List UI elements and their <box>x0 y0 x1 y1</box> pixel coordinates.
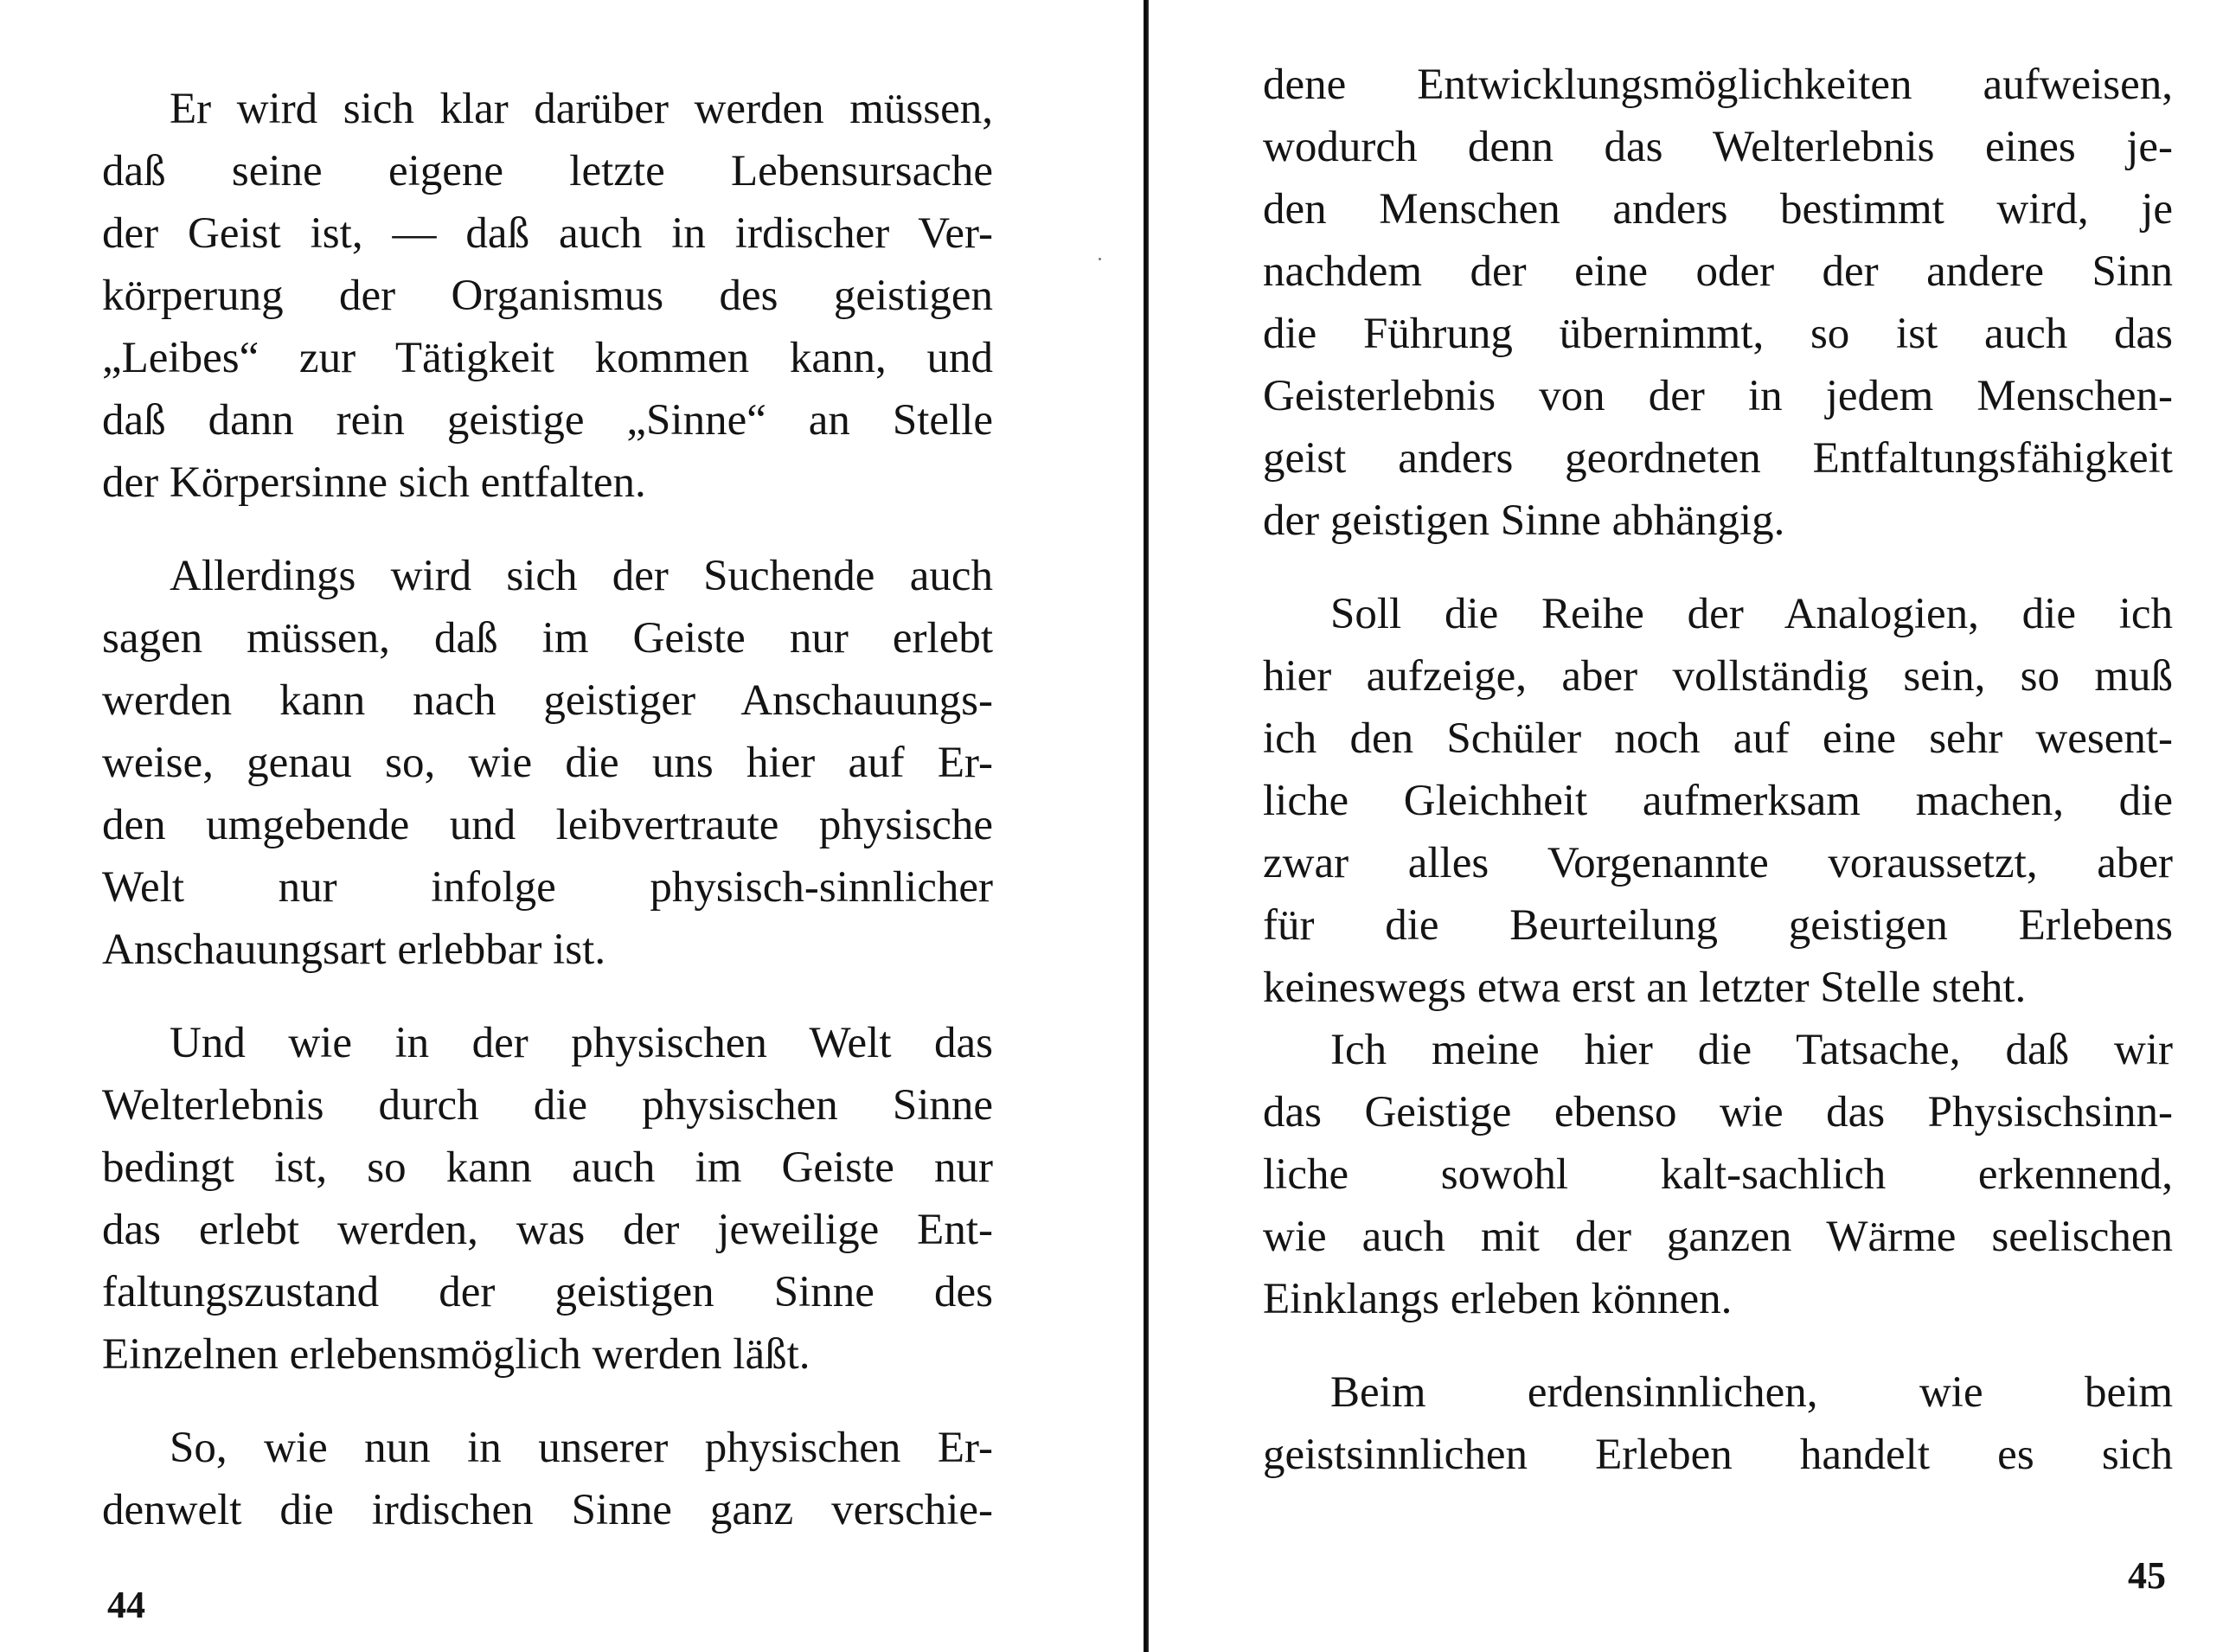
text-line: ich den Schüler noch auf eine sehr wesent- <box>1263 714 2173 763</box>
text-line: hier aufzeige, aber vollständig sein, so muß <box>1263 652 2173 701</box>
text-line: bedingt ist, so kann auch im Geiste nur <box>102 1143 993 1192</box>
text-line: zwar alles Vorgenannte voraussetzt, aber <box>1263 839 2173 887</box>
text-line: Einklangs erleben können. <box>1263 1275 1733 1323</box>
text-line: geist anders geordneten Entfaltungsfähigkeit <box>1263 434 2173 483</box>
text-line: Welt nur infolge physisch-sinnlicher <box>102 863 993 912</box>
text-line: den umgebende und leibvertraute physische <box>102 801 993 849</box>
text-line: das Geistige ebenso wie das Physischsinn- <box>1263 1088 2173 1137</box>
paragraph <box>1263 583 2173 1019</box>
text-line: das erlebt werden, was der jeweilige Ent- <box>102 1206 993 1254</box>
right-page-text <box>1263 54 2173 1486</box>
text-line: So, wie nun in unserer physischen Er- <box>170 1424 993 1472</box>
text-line: weise, genau so, wie die uns hier auf Er- <box>102 739 993 787</box>
text-line: liche Gleichheit aufmerksam machen, die <box>1263 777 2173 825</box>
text-line: den Menschen anders bestimmt wird, je <box>1263 185 2173 234</box>
text-line: der geistigen Sinne abhängig. <box>1263 496 1785 545</box>
paragraph-gap <box>102 981 993 1012</box>
text-line: denwelt die irdischen Sinne ganz verschie- <box>102 1486 993 1534</box>
text-line: dene Entwicklungsmöglichkeiten aufweisen, <box>1263 61 2173 109</box>
paragraph-gap <box>102 1386 993 1417</box>
text-line: Allerdings wird sich der Suchende auch <box>170 552 993 600</box>
text-line: daß seine eigene letzte Lebensursache <box>102 147 993 195</box>
text-line: der Geist ist, — daß auch in irdischer Ver- <box>102 209 993 258</box>
text-line: Geisterlebnis von der in jedem Menschen- <box>1263 372 2173 420</box>
paragraph-gap <box>1263 552 2173 583</box>
text-line: wie auch mit der ganzen Wärme seelischen <box>1263 1213 2173 1261</box>
text-line: Und wie in der physischen Welt das <box>170 1019 993 1067</box>
paragraph <box>1263 1019 2173 1330</box>
text-line: sagen müssen, daß im Geiste nur erlebt <box>102 614 993 663</box>
text-line: Anschauungsart erlebbar ist. <box>102 925 606 974</box>
paragraph <box>1263 54 2173 552</box>
text-line: Er wird sich klar darüber werden müssen, <box>170 85 993 133</box>
text-line: geistsinnlichen Erleben handelt es sich <box>1263 1431 2173 1479</box>
text-line: Ich meine hier die Tatsache, daß wir <box>1330 1026 2173 1074</box>
text-line: „Leibes“ zur Tätigkeit kommen kann, und <box>102 334 993 382</box>
text-line: der Körpersinne sich entfalten. <box>102 458 646 507</box>
text-line: daß dann rein geistige „Sinne“ an Stelle <box>102 396 993 445</box>
text-line: liche sowohl kalt-sachlich erkennend, <box>1263 1150 2173 1199</box>
text-line: wodurch denn das Welterlebnis eines je- <box>1263 123 2173 171</box>
paragraph <box>102 1012 993 1386</box>
text-line: faltungszustand der geistigen Sinne des <box>102 1268 993 1316</box>
paragraph <box>102 545 993 981</box>
right-page <box>1150 0 2223 1652</box>
text-line: die Führung übernimmt, so ist auch das <box>1263 310 2173 358</box>
paragraph-gap <box>102 514 993 545</box>
text-line: körperung der Organismus des geistigen <box>102 272 993 320</box>
paragraph <box>102 1417 993 1541</box>
text-line: nachdem der eine oder der andere Sinn <box>1263 247 2173 296</box>
text-line: für die Beurteilung geistigen Erlebens <box>1263 901 2173 950</box>
paragraph <box>1263 1361 2173 1486</box>
text-line: werden kann nach geistiger Anschauungs- <box>102 676 993 725</box>
left-page-text <box>102 78 993 1541</box>
paragraph <box>102 78 993 514</box>
text-line: Welterlebnis durch die physischen Sinne <box>102 1081 993 1130</box>
text-line: keineswegs etwa erst an letzter Stelle steht. <box>1263 964 2027 1012</box>
text-line: Soll die Reihe der Analogien, die ich <box>1330 590 2173 638</box>
text-line: Einzelnen erlebensmöglich werden läßt. <box>102 1330 810 1379</box>
page-number: 45 <box>2128 1554 2166 1597</box>
paragraph-gap <box>1263 1330 2173 1361</box>
text-line: Beim erdensinnlichen, wie beim <box>1330 1368 2173 1417</box>
page-number: 44 <box>107 1584 145 1626</box>
book-gutter <box>1144 0 1149 1652</box>
print-speck <box>1099 258 1101 260</box>
